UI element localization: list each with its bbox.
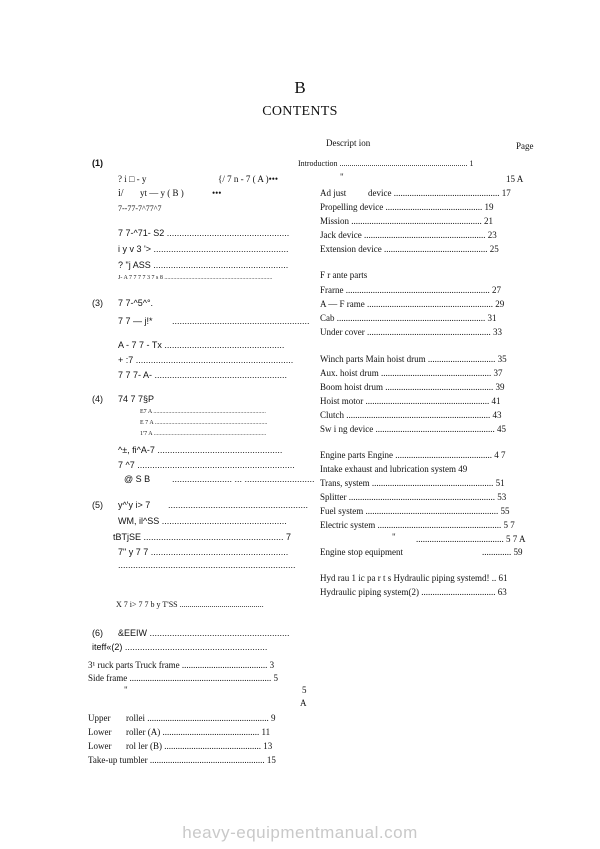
toc-entry: Side frame ............................................................... 5 — [88, 673, 278, 683]
toc-entry: rollei ...................................................... 9 — [126, 713, 276, 723]
toc-entry: ^±, fi^A-7 .................................................. — [118, 445, 283, 455]
column-header-page: Page — [516, 141, 534, 151]
toc-entry: 15 A — [506, 174, 524, 184]
toc-entry: 5 — [302, 685, 307, 695]
toc-entry: E 7 A ........................................................................... — [140, 420, 268, 426]
toc-entry: i/ — [118, 188, 124, 199]
toc-entry: i y v 3 '> ...................................................... — [118, 244, 289, 254]
toc-entry: y^'y i> 7 — [118, 500, 151, 510]
column-header-description: Descript ion — [326, 138, 371, 148]
toc-entry: Extension device .............................................. 25 — [320, 244, 499, 254]
toc-entry: tBTjSE ........................................................ 7 — [113, 532, 292, 542]
toc-entry: &EEIW ........................................................ — [118, 628, 290, 638]
section-number: (5) — [92, 500, 103, 510]
watermark: heavy-equipmentmanual.com — [182, 823, 418, 842]
toc-entry: Propelling device ........................................... 19 — [320, 202, 494, 212]
toc-entry: 7 ^7 ............................................................... — [118, 460, 295, 470]
toc-entry: 7" y 7 7 ....................................................... — [118, 547, 289, 557]
toc-entry: Introduction ................................................................ 1 — [298, 159, 474, 168]
toc-entry: yt — y ( B ) — [140, 188, 184, 198]
toc-entry: J- A 7 7 7 7 3 7 s 8 ........................................................................ — [118, 275, 273, 281]
toc-entry: A — [300, 698, 307, 708]
toc-entry: Engine stop equipment — [320, 547, 403, 557]
toc-entry: ••• — [212, 188, 222, 198]
page-title: CONTENTS — [262, 104, 338, 119]
toc-entry: Clutch ................................................................ 43 — [320, 410, 502, 420]
toc-entry: roller (A) ........................................... 11 — [126, 727, 271, 737]
toc-entry: {/ 7 n - 7 ( A )••• — [218, 174, 279, 184]
toc-entry: Winch parts Main hoist drum .............................. 35 — [320, 354, 507, 364]
toc-entry: Intake exhaust and lubrication system 49 — [320, 464, 468, 474]
toc-entry: Engine parts Engine ........................................... 4 7 — [320, 450, 506, 460]
toc-entry: " — [392, 532, 396, 542]
toc-entry: 7 7 — j!* — [118, 316, 153, 326]
toc-entry: Hydraulic piping system(2) ................................. 63 — [320, 587, 507, 597]
toc-entry: Hyd rau 1 ic pa r t s Hydraulic piping systemd! .. 61 — [320, 573, 508, 583]
toc-entry: 7--77-7^77^7 — [118, 204, 162, 213]
toc-entry: " — [124, 685, 128, 695]
toc-entry: 7 7 7- A- ..................................................... — [118, 370, 288, 380]
toc-entry: rol ler (B) ........................................... 13 — [126, 741, 273, 751]
toc-entry: Under cover ....................................................... 33 — [320, 327, 502, 337]
toc-entry: ? "j ASS ...................................................... — [118, 260, 289, 270]
toc-entry: X 7 i> 7 7 b y T'SS .......................................... — [116, 600, 264, 609]
toc-entry: 7 7-^71- S2 ................................................. — [118, 228, 290, 238]
toc-entry: ........................ ... ............................ — [172, 474, 315, 484]
toc-entry: ? i □ - y — [118, 174, 147, 184]
section-number: (1) — [92, 158, 103, 168]
toc-entry: ............. 59 — [482, 547, 523, 557]
toc-entry: A — F rame ........................................................ 29 — [320, 299, 505, 309]
toc-entry: Take-up tumbler ................................................... 15 — [88, 755, 276, 765]
toc-entry: device ............................................... 17 — [368, 188, 511, 198]
toc-entry: 1'7 A ........................................................................... — [140, 431, 267, 437]
page-letter: B — [294, 78, 306, 97]
toc-entry: Splitter ................................................................. 53 — [320, 492, 507, 502]
toc-entry: Lower — [88, 727, 112, 737]
toc-entry: Fuel system ........................................................... 55 — [320, 506, 510, 516]
toc-entry: iteff«(2) ......................................................... — [92, 642, 268, 652]
toc-entry: Frarne ................................................................ 27 — [320, 285, 501, 295]
toc-entry: WM, il^SS .................................................. — [118, 516, 287, 526]
toc-entry: 3¹ ruck parts Truck frame ...................................... 3 — [88, 660, 275, 670]
toc-entry: ........................................................ — [168, 500, 309, 510]
toc-entry: Mission .......................................................... 21 — [320, 216, 494, 226]
toc-entry: " — [340, 172, 344, 182]
toc-entry: Electric system ....................................................... 5 7 — [320, 520, 515, 530]
toc-entry: Lower — [88, 741, 112, 751]
toc-entry: Aux. hoist drum ................................................. 37 — [320, 368, 503, 378]
toc-entry: A - 7 7 - Tx ................................................ — [118, 340, 285, 350]
toc-entry: Boom hoist drum ................................................ 39 — [320, 382, 505, 392]
toc-entry: Ad just — [320, 188, 347, 198]
toc-entry: ....................................... 5 7 A — [416, 534, 526, 544]
section-heading: F r ante parts — [320, 270, 368, 280]
toc-entry: ....................................................................... — [118, 560, 296, 570]
toc-entry: + :7 ............................................................... — [118, 355, 294, 365]
toc-entry: ....................................................... — [172, 316, 310, 326]
toc-entry: Cab .................................................................. 31 — [320, 313, 497, 323]
toc-entry: Sw i ng device ..................................................... 45 — [320, 424, 506, 434]
toc-entry: 74 7 7§P — [118, 394, 155, 404]
toc-entry: Trans, system ...................................................... 51 — [320, 478, 505, 488]
toc-entry: 7 7-^5^°. — [118, 298, 154, 308]
toc-entry: @ S B — [124, 474, 151, 484]
toc-entry: E7 A ........................................................................... — [140, 409, 266, 415]
section-number: (6) — [92, 628, 103, 638]
toc-entry: Hoist motor ....................................................... 41 — [320, 396, 501, 406]
section-number: (4) — [92, 394, 103, 404]
toc-entry: Upper — [88, 713, 111, 723]
section-number: (3) — [92, 298, 103, 308]
toc-entry: Jack device ...................................................... 23 — [320, 230, 497, 240]
